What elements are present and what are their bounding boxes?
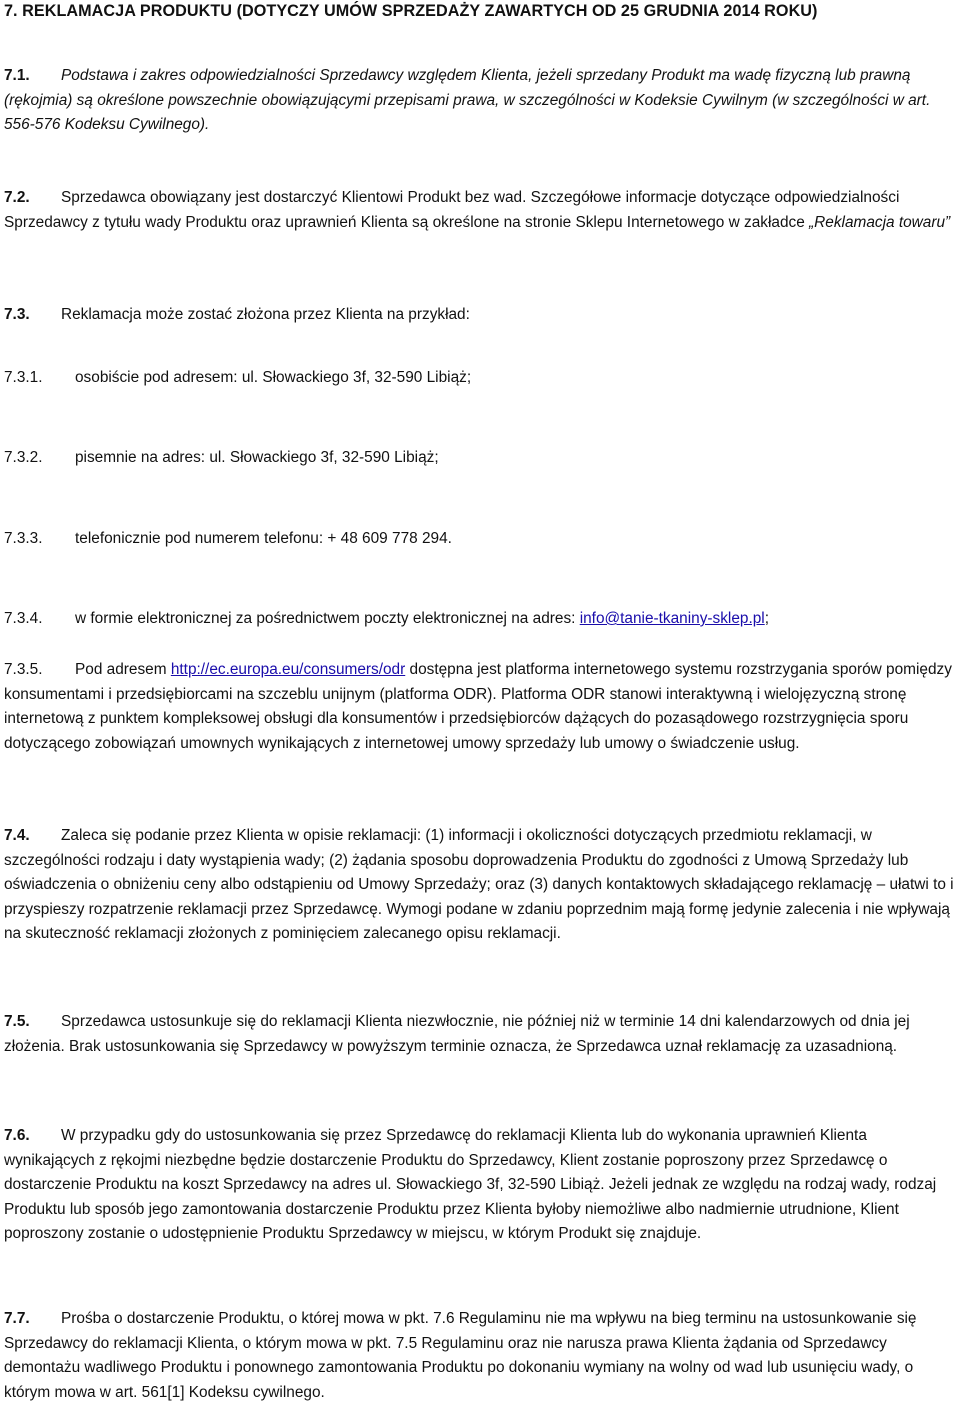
paragraph-7-3-4 [4,607,958,632]
section-heading: 7. REKLAMACJA PRODUKTU (DOTYCZY UMÓW SPRZEDAŻY ZAWARTYCH OD 25 GRUDNIA 2014 ROKU) [4,2,818,20]
paragraph-7-3-5 [4,658,958,756]
paragraph-7-7 [4,1307,958,1405]
paragraph-number: 7.3.2. [4,449,43,466]
paragraph-7-6 [4,1124,958,1247]
paragraph-text: Prośba o dostarczenie Produktu, o której mowa w pkt. 7.6 Regulaminu nie ma wpływu na bieg terminu na ustosunkowanie się Sprzedawcy do reklamacji Klienta, o którym mowa w pkt. 7.5 Regulaminu oraz nie narusza prawa Klienta żądania od Sprzedawcy demontażu wadliwego Produktu i ponownego zamontowania Produktu po dokonaniu wymiany na wolny od wad lub usunięciu wady, o którym mowa w art. 561[1] Kodeksu cywilnego. [4,1310,917,1401]
odr-platform-link[interactable]: http://ec.europa.eu/consumers/odr [170,661,406,678]
paragraph-number: 7.1. [4,67,30,84]
paragraph-text: pisemnie na adres: ul. Słowackiego 3f, 32-590 Libiąż; [75,449,439,466]
email-link[interactable]: info@tanie-tkaniny-sklep.pl [579,610,765,627]
paragraph-text: dostępna jest platforma internetowego systemu rozstrzygania sporów pomiędzy konsumentami i przedsiębiorcami na szczeblu unijnym (platforma ODR). Platforma ODR stanowi interaktywną i wielojęzyczną stronę internetową z punktem kompleksowej obsługi dla konsumentów i przedsiębiorców dążących do pozasądowego rozstrzygnięcia sporu dotyczącego zobowiązań umownych wynikających z internetowej umowy sprzedaży lub umowy o świadczenie usług. [4,661,952,752]
punctuation: ; [764,610,769,627]
paragraph-text: Sprzedawca obowiązany jest dostarczyć Klientowi Produkt bez wad. Szczegółowe informacje dotyczące odpowiedzialności Sprzedawcy z tytułu wady Produktu oraz uprawnień Klienta są określone na stronie Sklepu Internetowego w zakładce [4,189,900,231]
paragraph-number: 7.3.3. [4,530,43,547]
paragraph-7-1 [4,64,958,138]
tab-name: „Reklamacja towaru” [809,213,951,231]
paragraph-number: 7.2. [4,189,30,206]
paragraph-text: w formie elektronicznej za pośrednictwem poczty elektronicznej na adres: [75,610,580,627]
paragraph-text: Zaleca się podanie przez Klienta w opisie reklamacji: (1) informacji i okoliczności dotyczących przedmiotu reklamacji, w szczególności rodzaju i daty wystąpienia wady; (2) żądania sposobu doprowadzenia Produktu do zgodności z Umową Sprzedaży lub oświadczenia o obniżeniu ceny albo odstąpieniu od Umowy Sprzedaży; oraz (3) danych kontaktowych składającego reklamację – ułatwi to i przyspieszy rozpatrzenie reklamacji przez Sprzedawcę. Wymogi podane w zdaniu poprzednim mają formę jedynie zalecenia i nie wpływają na skuteczność reklamacji złożonych z pominięciem zalecanego opisu reklamacji. [4,827,954,942]
paragraph-7-3-1 [4,366,958,391]
paragraph-text: Reklamacja może zostać złożona przez Klienta na przykład: [61,306,470,323]
paragraph-7-4 [4,824,958,947]
paragraph-number: 7.3. [4,306,30,323]
paragraph-number: 7.3.1. [4,369,43,386]
paragraph-number: 7.5. [4,1013,30,1030]
paragraph-7-2 [4,186,958,235]
paragraph-number: 7.4. [4,827,30,844]
paragraph-text: Podstawa i zakres odpowiedzialności Sprzedawcy względem Klienta, jeżeli sprzedany Produkt ma wadę fizyczną lub prawną (rękojmia) są określone powszechnie obowiązującymi przepisami prawa, w szczególności w Kodeksie Cywilnym (w szczególności w art. 556-576 Kodeksu Cywilnego). [4,67,931,133]
paragraph-number: 7.7. [4,1310,30,1327]
paragraph-7-3-3 [4,527,958,552]
paragraph-text: osobiście pod adresem: ul. Słowackiego 3f, 32-590 Libiąż; [75,369,472,386]
paragraph-text: Sprzedawca ustosunkuje się do reklamacji Klienta niezwłocznie, nie później niż w terminie 14 dni kalendarzowych od dnia jej złożenia. Brak ustosunkowania się Sprzedawcy w powyższym terminie oznacza, że Sprzedawca uznał reklamację za uzasadnioną. [4,1013,910,1055]
paragraph-7-3 [4,303,958,328]
paragraph-7-5 [4,1010,958,1059]
paragraph-number: 7.3.4. [4,610,43,627]
paragraph-text: telefonicznie pod numerem telefonu: + 48 609 778 294. [75,530,452,547]
paragraph-number: 7.6. [4,1127,30,1144]
paragraph-7-3-2 [4,446,958,471]
paragraph-number: 7.3.5. [4,661,43,678]
paragraph-text-before: Pod adresem [75,661,171,678]
paragraph-text: W przypadku gdy do ustosunkowania się przez Sprzedawcę do reklamacji Klienta lub do wykonania uprawnień Klienta wynikających z rękojmi niezbędne będzie dostarczenie Produktu do Sprzedawcy, Klient zostanie poproszony przez Sprzedawcę o dostarczenie Produktu na koszt Sprzedawcy na adres ul. Słowackiego 3f, 32-590 Libiąż. Jeżeli jednak ze względu na rodzaj wady, rodzaj Produktu lub sposób jego zamontowania dostarczenie Produktu przez Klienta byłoby niemożliwe albo nadmiernie utrudnione, Klient poproszony zostanie o udostępnienie Produktu Sprzedawcy w miejscu, w którym Produkt się znajduje. [4,1127,937,1242]
